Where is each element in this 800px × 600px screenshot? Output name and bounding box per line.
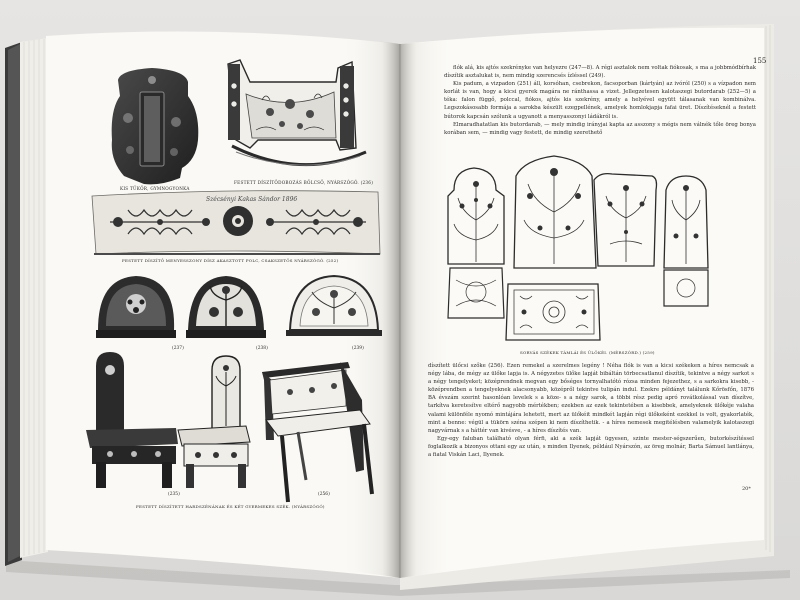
right-page-top-text xyxy=(444,64,756,137)
shelf-inscription: Szécsényi Kakas Sándor 1896 xyxy=(206,196,298,203)
paragraph: Egy-egy faluban található olyan férfi, aki a szék lapját ügyesen, szinte mester-ségszerűen, butorkészítéssel foglalkozik a bizonyos ottani egy az után, s minden Ilyenek, például Nyárszón, az öreg molnár, Barta Sámuel lantlánya, a fiatal Viskán Laci, Ilyenek. xyxy=(428,435,754,459)
page-number: 155 xyxy=(753,57,767,65)
chair-number-right: (256) xyxy=(318,492,330,497)
right-page-bottom-text xyxy=(428,362,754,459)
paragraph: díszített ülőcsi szőke (256). Ezen remekel a szerelmes legény ! Néha flók is van a kicsi székeken a híres nemcsak a négy lába, de mégy az ülőke lapja is. A négyzetes ülőke lapját bibáltán törbecsatlanul díszítik, tekintve a négy sarkot s a négy tengelyeket; középrendnek megvan egy bőséges tornyalhatótó rózsa minden fejezethez, s a sarkokra kisebb, - középrendben a tengelyeknek alacsonyabb, középről tekintve tulipán indul. Ezekre példányt találunk Kőrösfőn, 1876 BA évszám szerint hasonlóan levelek s a köze- s a négy sarok, a többi rész pedig apró rovátkolással van díszítve, tarkítva keretesítve eltérő nagyobb mértékben; ezekben az ezek tekintetében a kisebbek, amelyeknek ülőkéje valaha valami különféle nyomó mintájára lehetett, mert az ülőkéit mindkét lapján régi ülőkeként ezekkel is volt, gyakorlaték, mint a benne: végül a tükörn széna szépen ki nem díszíthetik. - a híres nemesek megitélésben valamelyik kalotaszegi nagyvárnak s a háttér van kivésve, - a híres díszítés van. xyxy=(428,363,754,434)
seat-number-left: (237) xyxy=(172,346,184,351)
caption-cradle: FESTETT DÍSZÍTŐDOBOZÁS BÖLCSŐ, NYÁRSZÓGÓ. (236) xyxy=(234,180,374,185)
shelf-illustration xyxy=(92,191,380,254)
caption-mirror: KIS TÜKÖR, GYMNOGYONKA xyxy=(120,186,190,191)
paragraph: Kis padum, a vizpadon (251) áll, korsóhan, csebrekon, facsoporban (kártyán) az ivóról (250) s a vízpadon nem korlát is van, hogy a kicsi gyerek magára ne ránthassa a vizet. Jellegzetesen kalotaszegi butordarab (252—5) a téka: falon függő, polccal, fiókos, ajtós kis szekrény, amely a helyével együtt tálasanak van kombinálva. Legszokásosabb formája a sarokba készült ezegpellének, amelyek homlokjapja fafai üret. Díszítéseknél a festett bútorok kapcsán szólunk a ugyanott a menyasszonyi ládákról is. xyxy=(444,81,756,120)
paragraph: flók alá, kis ajtós szekrényke van helyezre (247—8). A régi asztalok nem voltak fiókosak, s ma a jobbmódbírhak díszítik asztalukat is, nem mindig szerencsés ízléssel (249). xyxy=(444,65,756,80)
caption-chairs: FESTETT DÍSZÍTETT HARDSZÉNÁNAK ÉS KÉT GYERMEKES SZÉK. (NYÁRSZÓGÓ) xyxy=(136,504,325,509)
caption-shelf: FESTETT DÍSZÍTŐ MENYESSZONY DÍSZ AKASZTOTT POLC, CSAKSZETŐS NYÁRSZÓGÓ. (252) xyxy=(122,258,339,263)
seat-number-right: (239) xyxy=(352,346,364,351)
caption-chair-backs: SORVÁS SZÉKEK TÁMLÁI ÉS ÜLŐKÉI. (MÉRSZÓRD.) (259) xyxy=(520,350,655,355)
paragraph: Elmaradhatatlan kis butordarab, — mely mindig irányjai kapta az asszony s mégis nem válnék tőle öreg bonya korában sem, — mindig vagy festett, de mindig szerethető xyxy=(444,121,756,136)
signature-mark: 20* xyxy=(742,486,751,492)
chair-number-left: (235) xyxy=(168,492,180,497)
seat-number-mid: (238) xyxy=(256,346,268,351)
